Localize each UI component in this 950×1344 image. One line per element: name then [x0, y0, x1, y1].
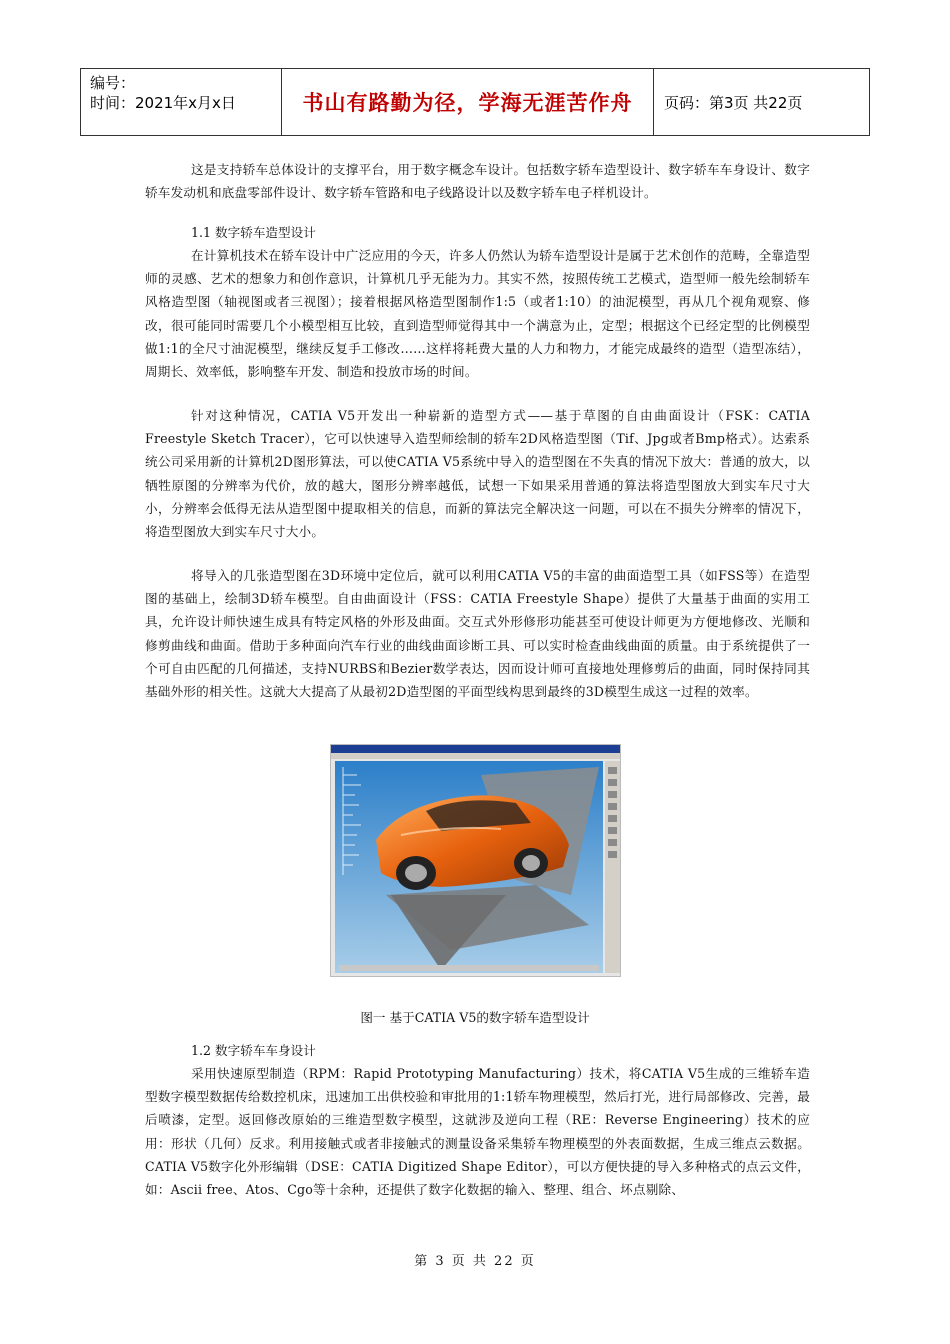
- section-heading-1-1: 1.1 数字轿车造型设计: [191, 225, 316, 240]
- page-footer: 第 3 页 共 22 页: [414, 1254, 536, 1269]
- paragraph-fss: 将导入的几张造型图在3D环境中定位后，就可以利用CATIA V5的丰富的曲面造型工具（如FSS等）在造型图的基础上，绘制3D轿车模型。自由曲面设计（FSS：CATIA Freestyle Shape）提供了大量基于曲面的实用工具，允许设计师快速生成具有特定风格的外形及曲面。交互式外形修形功能甚至可使设计师更为方便地修改、光顺和修剪曲线和曲面。借助于多种面向汽车行业的曲线曲面诊断工具、可以实时检查曲线曲面的质量。由于系统提供了一个可自由匹配的几何描述，支持NURBS和Bezier数学表达，因而设计师可直接地处理修剪后的曲面，同时保持同其基础外形的相关性。这就大大提高了从最初2D造型图的平面型线构思到最终的3D模型生成这一过程的效率。: [145, 568, 810, 700]
- paragraph-fsk: 针对这种情况，CATIA V5开发出一种崭新的造型方式——基于草图的自由曲面设计（FSK：CATIA Freestyle Sketch Tracer），它可以快速导入造型师绘制的轿车2D风格造型图（Tif、Jpg或者Bmp格式）。达索系统公司采用新的计算机2D图形算法，可以使CATIA V5系统中导入的造型图在不失真的情况下放大：普通的放大，以牺牲原图的分辨率为代价，放的越大，图形分辨率越低，试想一下如果采用普通的算法将造型图放大到实车尺寸大小，分辨率会低得无法从造型图中提取相关的信息，而新的算法完全解决这一问题，可以在不损失分辨率的情况下，将造型图放大到实车尺寸大小。: [145, 408, 810, 540]
- header-page-info: 页码：第3页 共22页: [664, 93, 803, 112]
- number-label: 编号：: [90, 74, 136, 92]
- time-label: 时间：2021年x月x日: [90, 94, 236, 112]
- paragraph-styling-tradition: 在计算机技术在轿车设计中广泛应用的今天，许多人仍然认为轿车造型设计是属于艺术创作的范畴，全靠造型师的灵感、艺术的想象力和创作意识，计算机几乎无能为力。其实不然，按照传统工艺模式，造型师一般先绘制轿车风格造型图（轴视图或者三视图）；接着根据风格造型图制作1:5（或者1:10）的油泥模型，再从几个视角观察、修改，很可能同时需要几个小模型相互比较，直到造型师觉得其中一个满意为止，定型；根据这个已经定型的比例模型做1:1的全尺寸油泥模型，继续反复手工修改……这样将耗费大量的人力和物力，才能完成最终的造型（造型冻结），周期长、效率低，影响整车开发、制造和投放市场的时间。: [145, 248, 810, 380]
- header-motto: 书山有路勤为径，学海无涯苦作舟: [282, 69, 654, 135]
- paragraph-rpm: 采用快速原型制造（RPM：Rapid Prototyping Manufacturing）技术，将CATIA V5生成的三维轿车造型数字模型数据传给数控机床，迅速加工出供校验和审批用的1:1轿车物理模型，然后打光，进行局部修改、完善，最后喷漆，定型。返回修改原始的三维造型数字模型，这就涉及逆向工程（RE：Reverse Engineering）技术的应用：形状（几何）反求。利用接触式或者非接触式的测量设备采集轿车物理模型的外表面数据，生成三维点云数据。CATIA V5数字化外形编辑（DSE：CATIA Digitized Shape Editor），可以方便快捷的导入多种格式的点云文件，如：Ascii free、Atos、Cgo等十余种，还提供了数字化数据的输入、整理、组合、坏点剔除、: [145, 1066, 810, 1198]
- paragraph-intro: 这是支持轿车总体设计的支撑平台，用于数字概念车设计。包括数字轿车造型设计、数字轿车车身设计、数字轿车发动机和底盘零部件设计、数字轿车管路和电子线路设计以及数字轿车电子样机设计。: [145, 162, 810, 201]
- section-heading-1-2: 1.2 数字轿车车身设计: [191, 1043, 316, 1058]
- catia-car-figure: [330, 744, 621, 977]
- catia-screenshot-image: [331, 745, 621, 977]
- figure-caption: 图一 基于CATIA V5的数字轿车造型设计: [360, 1010, 590, 1025]
- document-header: [80, 68, 870, 136]
- header-meta: [81, 69, 282, 135]
